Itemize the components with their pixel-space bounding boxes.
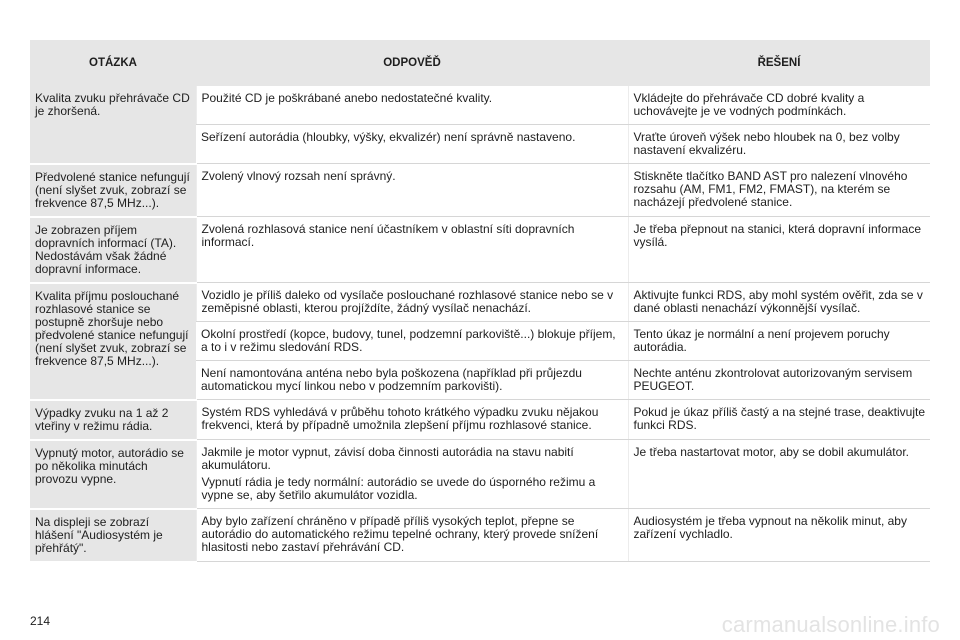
header-solution: ŘEŠENÍ <box>628 40 930 86</box>
answer-cell <box>196 86 628 125</box>
solution-cell: Stiskněte tlačítko BAND AST pro nalezení vlnového rozsahu (AM, FM1, FM2, FMAST), na kterém se nacházejí předvolené stanice. <box>628 164 930 217</box>
table-row <box>30 217 930 283</box>
question-cell: Předvolené stanice nefungují (není slyšet zvuk, zobrazí se frekvence 87,5 MHz...). <box>30 164 196 217</box>
solution-cell: Audiosystém je třeba vypnout na několik minut, aby zařízení vychladlo. <box>628 509 930 562</box>
question-cell: Výpadky zvuku na 1 až 2 vteřiny v režimu rádia. <box>30 400 196 440</box>
question-cell: Vypnutý motor, autorádio se po několika minutách provozu vypne. <box>30 440 196 509</box>
page-number: 214 <box>30 614 51 628</box>
question-cell: Kvalita zvuku přehrávače CD je zhoršená. <box>30 86 196 164</box>
table-row <box>30 400 930 440</box>
solution-cell: Aktivujte funkci RDS, aby mohl systém ověřit, zda se v dané oblasti nenachází výkonnější vysílač. <box>628 283 930 322</box>
answer-cell <box>196 400 628 440</box>
answer-cell <box>196 440 628 509</box>
solution-cell: Je třeba nastartovat motor, aby se dobil akumulátor. <box>628 440 930 509</box>
answer-paragraph: Systém RDS vyhledává v průběhu tohoto krátkého výpadku zvuku nějakou frekvenci, která by případně umožnila zlepšení příjmu rozhlasové stanice. <box>201 405 599 432</box>
answer-paragraph: Seřízení autorádia (hloubky, výšky, ekvalizér) není správně nastaveno. <box>201 130 576 144</box>
header-question: OTÁZKA <box>30 40 196 86</box>
table-row <box>30 283 930 322</box>
answer-cell <box>196 509 628 562</box>
answer-paragraph: Zvolený vlnový rozsah není správný. <box>201 169 396 183</box>
header-answer: ODPOVĚĎ <box>196 40 628 86</box>
solution-cell: Tento úkaz je normální a není projevem poruchy autorádia. <box>628 322 930 361</box>
table-row <box>30 86 930 125</box>
answer-cell <box>196 164 628 217</box>
watermark: carmanualsonline.info <box>721 612 940 637</box>
table-row <box>30 440 930 509</box>
solution-cell: Je třeba přepnout na stanici, která dopravní informace vysílá. <box>628 217 930 283</box>
answer-paragraph: Použité CD je poškrábané anebo nedostatečné kvality. <box>201 91 493 105</box>
answer-cell <box>196 217 628 283</box>
table-header-row <box>30 40 930 86</box>
answer-paragraph: Vozidlo je příliš daleko od vysílače poslouchané rozhlasové stanice nebo se v zeměpisné oblasti, kterou projíždíte, žádný vysílač nenachází. <box>201 288 614 315</box>
answer-paragraph: Jakmile je motor vypnut, závisí doba činnosti autorádia na stavu nabití akumulátoru. <box>201 445 574 472</box>
answer-paragraph: Aby bylo zařízení chráněno v případě příliš vysokých teplot, přepne se autorádio do automatického režimu tepelné ochrany, který provede snížení hlasitosti nebo zastaví přehrávání CD. <box>201 514 599 554</box>
troubleshooting-table <box>30 40 930 563</box>
answer-paragraph: Okolní prostředí (kopce, budovy, tunel, podzemní parkoviště...) blokuje příjem, a to i v režimu sledování RDS. <box>201 327 616 354</box>
answer-cell <box>196 361 628 400</box>
answer-cell <box>196 125 628 164</box>
answer-cell <box>196 322 628 361</box>
solution-cell: Vraťte úroveň výšek nebo hloubek na 0, bez volby nastavení ekvalizéru. <box>628 125 930 164</box>
table-row <box>30 164 930 217</box>
answer-cell <box>196 283 628 322</box>
solution-cell: Pokud je úkaz příliš častý a na stejné trase, deaktivujte funkci RDS. <box>628 400 930 440</box>
answer-paragraph: Vypnutí rádia je tedy normální: autorádio se uvede do úsporného režimu a vypne se, aby šetřilo akumulátor vozidla. <box>201 475 596 502</box>
question-cell: Na displeji se zobrazí hlášení "Audiosystém je přehřátý". <box>30 509 196 562</box>
question-cell: Je zobrazen příjem dopravních informací (TA). Nedostávám však žádné dopravní informace. <box>30 217 196 283</box>
table-row <box>30 509 930 562</box>
answer-paragraph: Není namontována anténa nebo byla poškozena (například při průjezdu automatickou mycí linkou nebo v podzemním parkovišti). <box>201 366 582 393</box>
answer-paragraph: Zvolená rozhlasová stanice není účastníkem v oblastní síti dopravních informací. <box>201 222 575 249</box>
solution-cell: Nechte anténu zkontrolovat autorizovaným servisem PEUGEOT. <box>628 361 930 400</box>
question-cell: Kvalita příjmu poslouchané rozhlasové stanice se postupně zhoršuje nebo předvolené stanice nefungují (není slyšet zvuk, zobrazí se frekvence 87,5 MHz...). <box>30 283 196 400</box>
solution-cell: Vkládejte do přehrávače CD dobré kvality a uchovávejte je ve vodných podmínkách. <box>628 86 930 125</box>
